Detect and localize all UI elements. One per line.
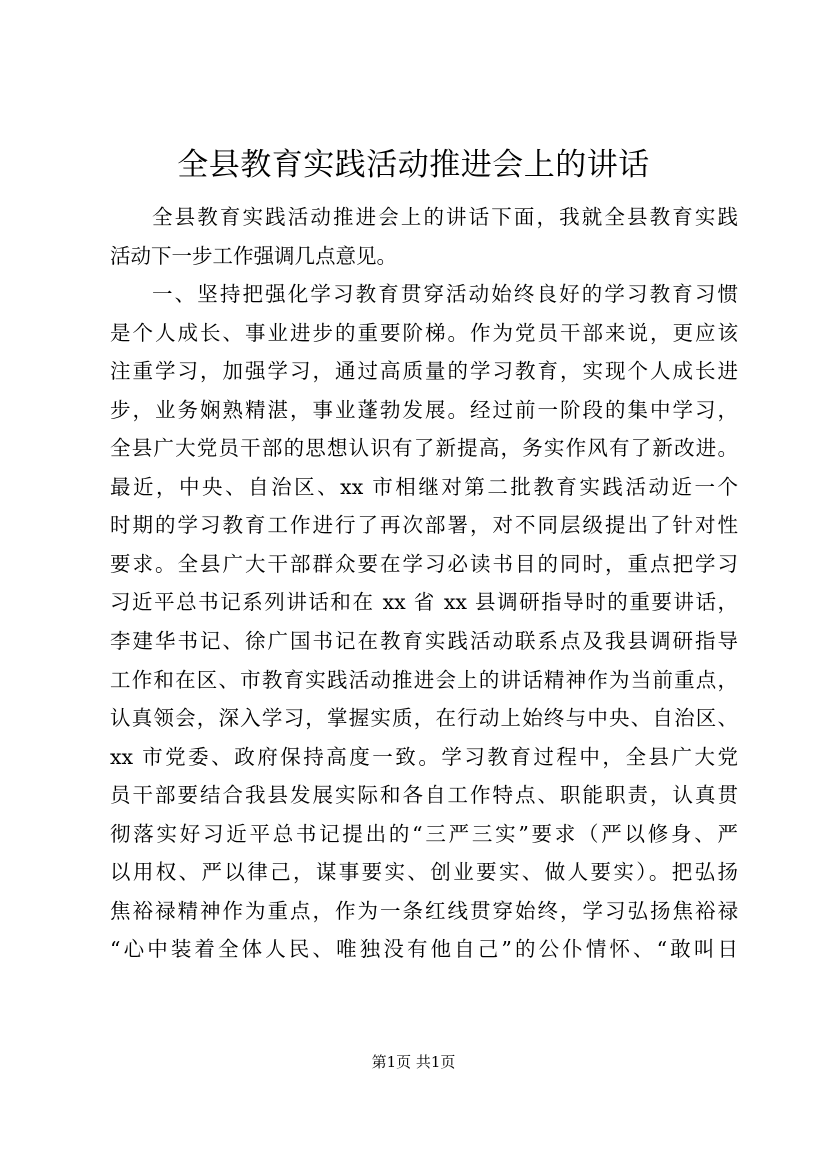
body-line: 一、坚持把强化学习教育贯穿活动始终良好的学习教育习惯 <box>152 282 738 307</box>
body-line: 注重学习，加强学习，通过高质量的学习教育，实现个人成长进 <box>110 359 738 384</box>
body-line: 习近平总书记系列讲话和在 xx 省 xx 县调研指导时的重要讲话， <box>110 590 738 615</box>
page-footer: 第1页 共1页 <box>371 1053 456 1071</box>
body-line: 活动下一步工作强调几点意见。 <box>110 243 397 268</box>
body-line: 工作和在区、市教育实践活动推进会上的讲话精神作为当前重点， <box>110 667 738 692</box>
body-line: 认真领会，深入学习，掌握实质，在行动上始终与中央、自治区、 <box>110 706 738 731</box>
document-title: 全县教育实践活动推进会上的讲话 <box>177 147 650 183</box>
body-line: 最近，中央、自治区、xx 市相继对第二批教育实践活动近一个 <box>110 474 738 499</box>
body-line: xx 市党委、政府保持高度一致。学习教育过程中，全县广大党 <box>110 744 738 769</box>
body-line: 李建华书记、徐广国书记在教育实践活动联系点及我县调研指导 <box>110 629 738 654</box>
body-line: 时期的学习教育工作进行了再次部署，对不同层级提出了针对性 <box>110 513 738 538</box>
body-line: 全县广大党员干部的思想认识有了新提高，务实作风有了新改进。 <box>110 436 738 461</box>
body-line: 彻落实好习近平总书记提出的“三严三实”要求（严以修身、严 <box>110 821 738 846</box>
document-body <box>110 198 738 969</box>
body-line: 以用权、严以律己，谋事要实、创业要实、做人要实）。把弘扬 <box>110 860 738 885</box>
body-line: 员干部要结合我县发展实际和各自工作特点、职能职责，认真贯 <box>110 783 738 808</box>
body-line: 步，业务娴熟精湛，事业蓬勃发展。经过前一阶段的集中学习， <box>110 397 738 422</box>
body-line: 焦裕禄精神作为重点，作为一条红线贯穿始终，学习弘扬焦裕禄 <box>110 898 738 923</box>
body-line: “心中装着全体人民、唯独没有他自己”的公仆情怀、“敢叫日 <box>110 937 738 962</box>
body-line: 全县教育实践活动推进会上的讲话下面，我就全县教育实践 <box>152 205 738 229</box>
body-line: 是个人成长、事业进步的重要阶梯。作为党员干部来说，更应该 <box>110 320 738 345</box>
body-line: 要求。全县广大干部群众要在学习必读书目的同时，重点把学习 <box>110 551 738 576</box>
